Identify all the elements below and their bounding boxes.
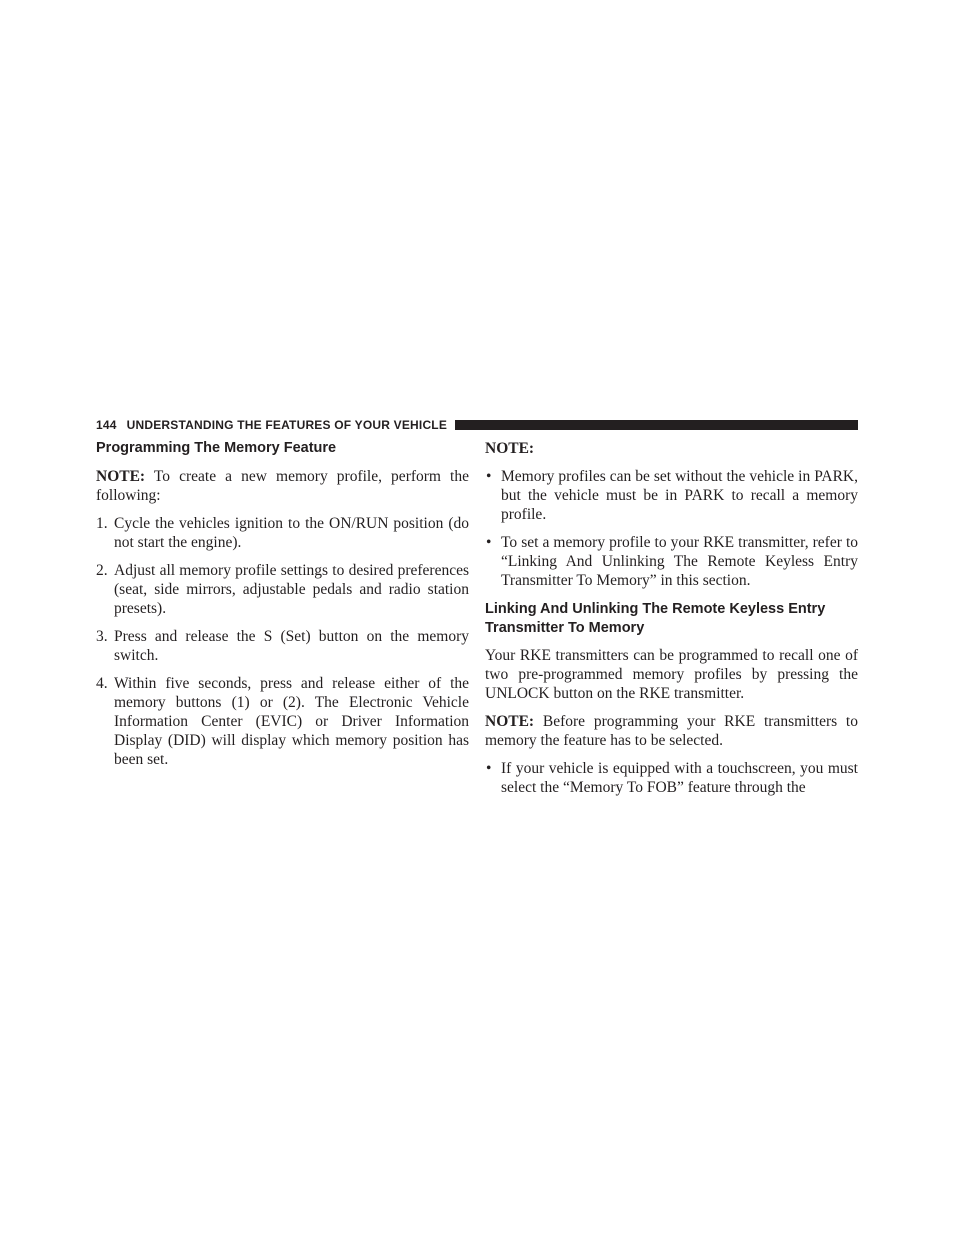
note-label: NOTE:: [485, 713, 535, 730]
list-item: [96, 674, 469, 769]
step-text: Press and release the S (Set) button on the memory switch.: [114, 628, 469, 664]
intro-paragraph: Your RKE transmitters can be programmed to recall one of two pre-programmed memory profiles by pressing the UNLOCK button on the RKE transmitter.: [485, 647, 858, 702]
note-label: NOTE:: [96, 468, 146, 485]
header-rule-bar: [455, 420, 858, 430]
step-text: Cycle the vehicles ignition to the ON/RUN position (do not start the engine).: [114, 515, 469, 551]
list-item: [96, 514, 469, 552]
note-paragraph: [96, 467, 469, 505]
section-heading-programming: Programming The Memory Feature: [96, 440, 337, 456]
list-item: [96, 627, 469, 665]
note-heading: NOTE:: [485, 440, 535, 457]
step-number: 3.: [96, 628, 108, 645]
bullet-list: [485, 759, 858, 797]
bullet-icon: •: [486, 760, 492, 777]
page-number: 144: [96, 418, 117, 432]
page-header: [96, 416, 858, 434]
section-heading-linking: Linking And Unlinking The Remote Keyless Entry Transmitter To Memory: [485, 601, 826, 636]
list-item: [485, 759, 858, 797]
step-number: 2.: [96, 562, 108, 579]
bullet-icon: •: [486, 534, 492, 551]
chapter-title: UNDERSTANDING THE FEATURES OF YOUR VEHICLE: [126, 418, 448, 432]
list-item: [485, 467, 858, 524]
bullet-text: To set a memory profile to your RKE transmitter, refer to “Linking And Unlinking The Remote Keyless Entry Transmitter To Memory” in this section.: [501, 534, 858, 589]
bullet-text: If your vehicle is equipped with a touchscreen, you must select the “Memory To FOB” feature through the: [501, 760, 858, 796]
step-number: 4.: [96, 675, 108, 692]
step-text: Adjust all memory profile settings to desired preferences (seat, side mirrors, adjustable pedals and radio station presets).: [114, 562, 469, 617]
note-text: Before programming your RKE transmitters to memory the feature has to be selected.: [485, 713, 858, 749]
step-number: 1.: [96, 515, 108, 532]
steps-list: [96, 514, 469, 769]
note-paragraph: [485, 712, 858, 750]
note-bullet-list: [485, 467, 858, 590]
left-column: [96, 438, 469, 778]
bullet-icon: •: [486, 468, 492, 485]
note-text: To create a new memory profile, perform the following:: [96, 468, 469, 504]
list-item: [485, 533, 858, 590]
bullet-text: Memory profiles can be set without the vehicle in PARK, but the vehicle must be in PARK to recall a memory profile.: [501, 468, 858, 523]
step-text: Within five seconds, press and release either of the memory buttons (1) or (2). The Electronic Vehicle Information Center (EVIC) or Driver Information Display (DID) will display which memory position has been set.: [114, 675, 469, 768]
list-item: [96, 561, 469, 618]
right-column: [485, 438, 858, 806]
